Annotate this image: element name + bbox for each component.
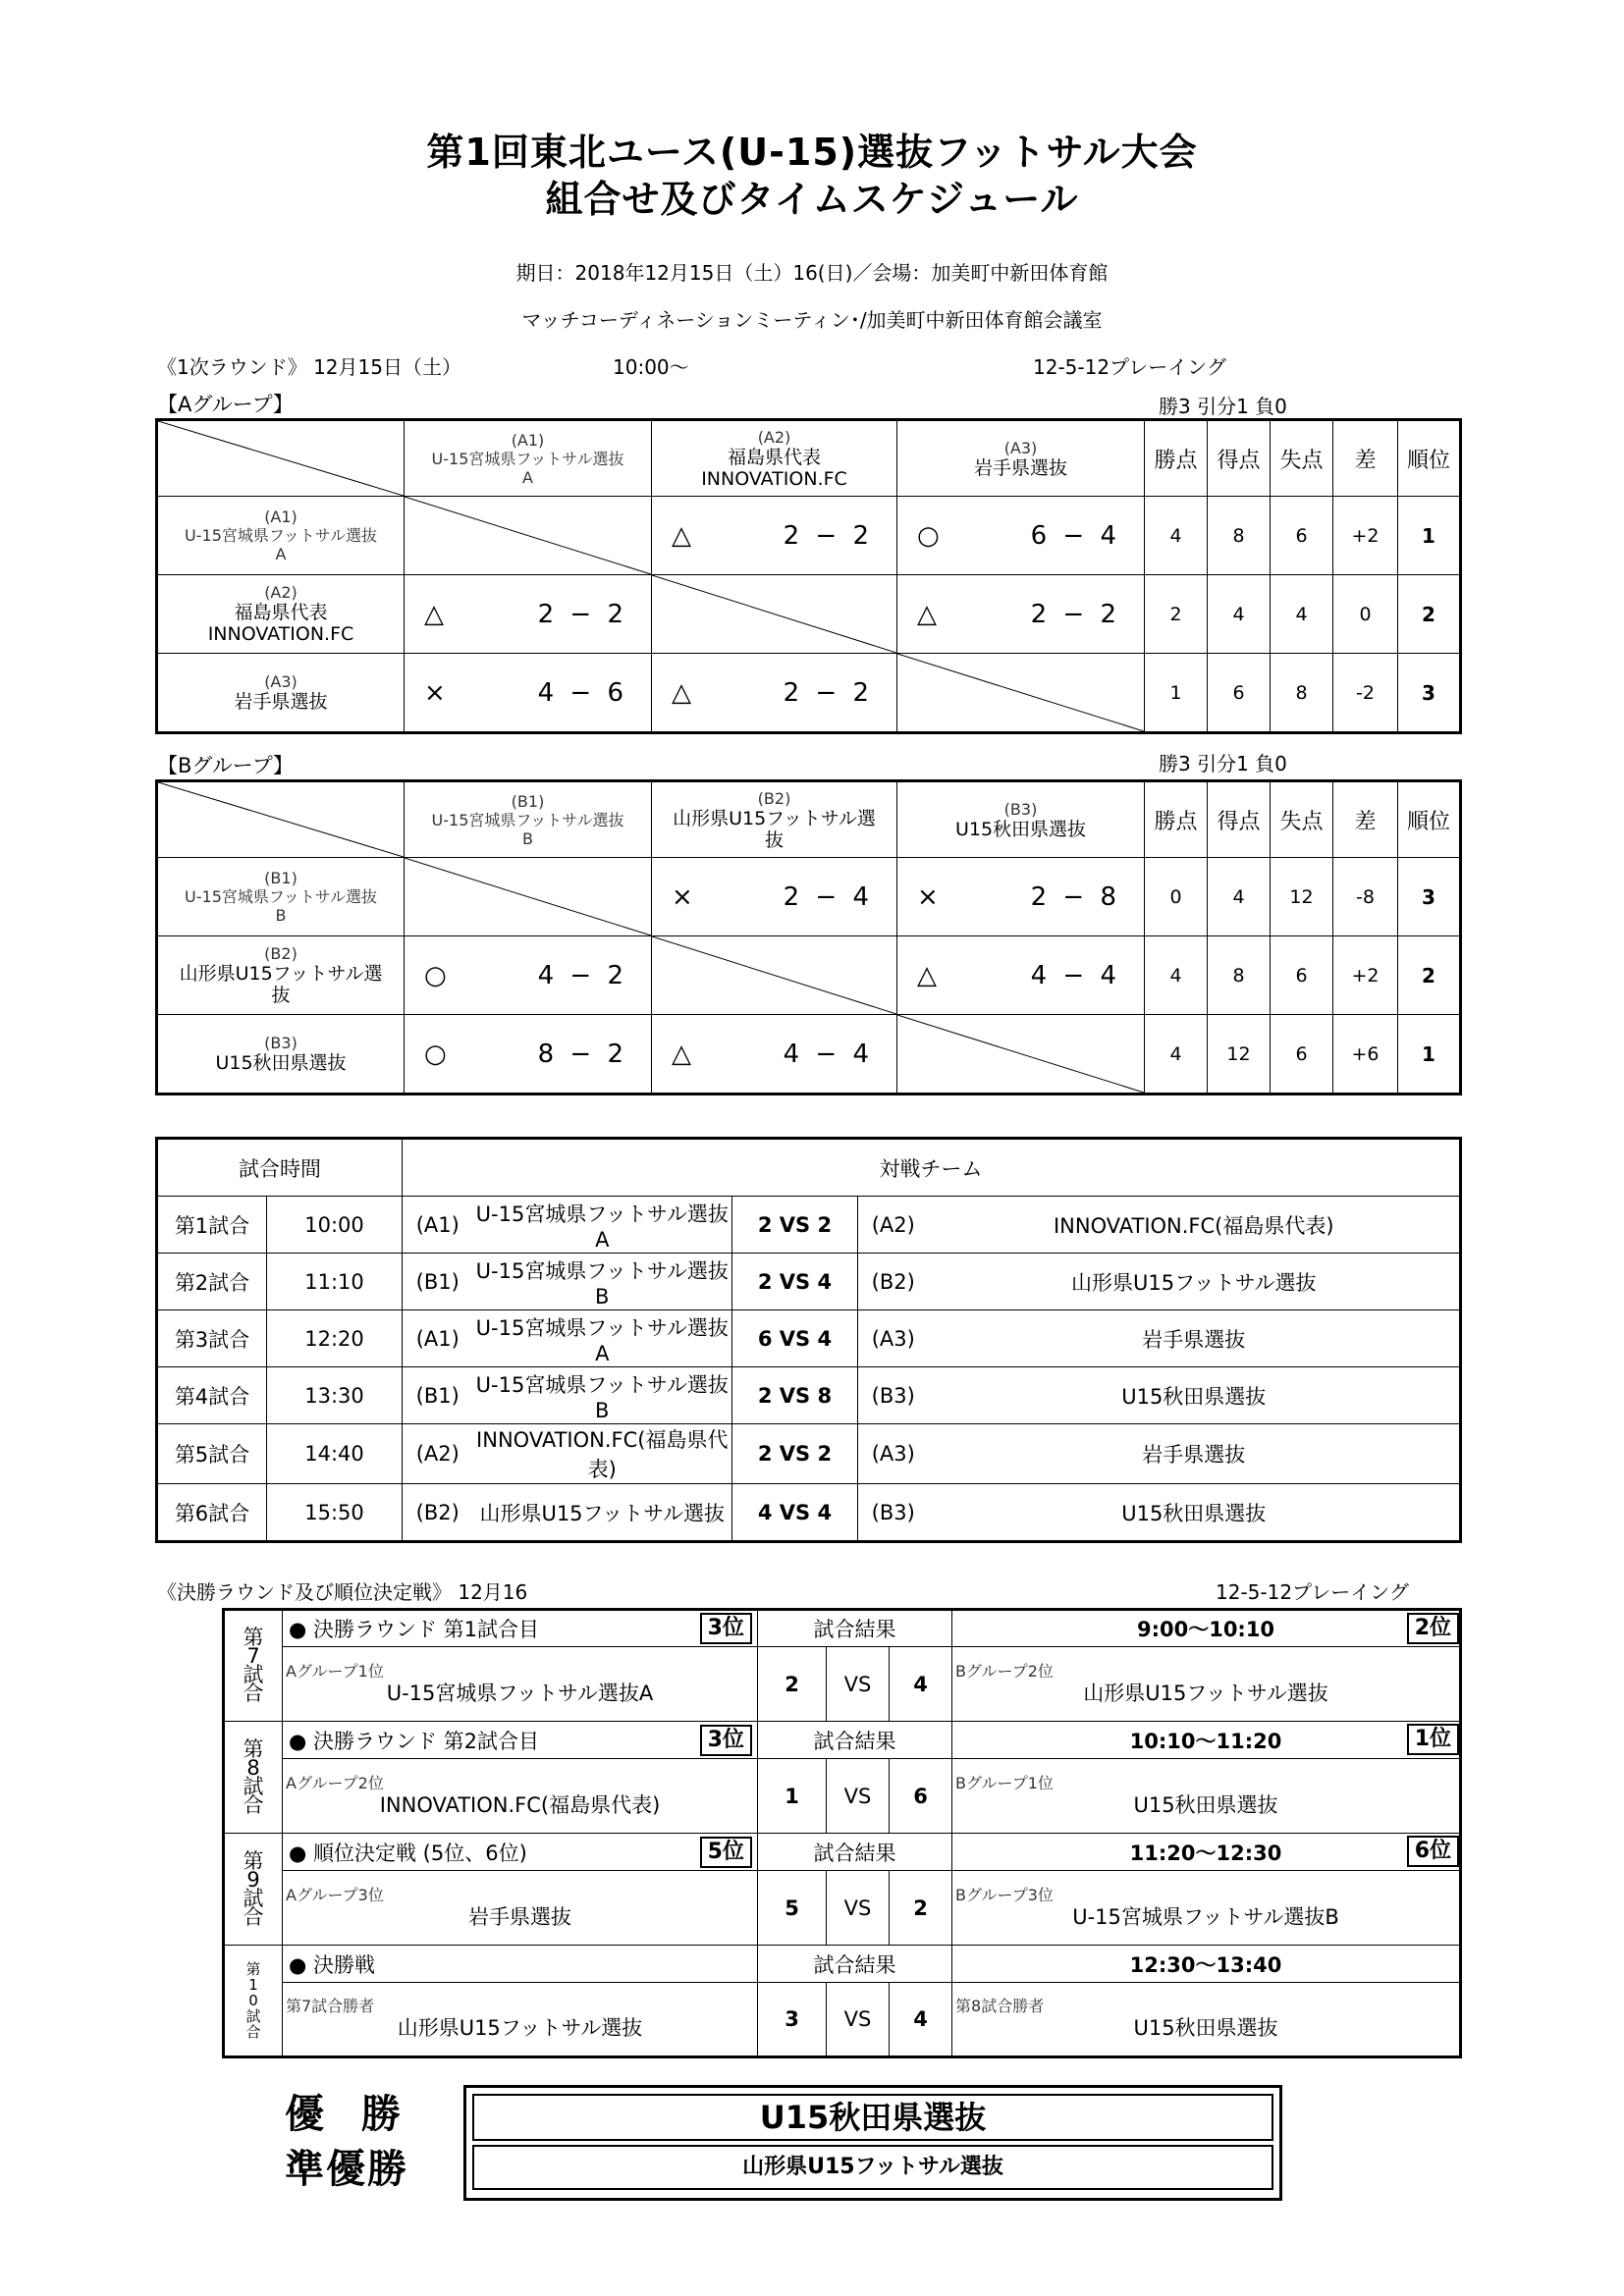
match-result: △ 4 − 4 <box>652 1015 897 1095</box>
team2-code: (A3) <box>858 1424 929 1484</box>
team2-name: U15秋田県選抜 <box>929 1484 1461 1542</box>
match-score: 2 VS 2 <box>732 1424 858 1484</box>
left-score: 5 <box>758 1871 827 1946</box>
group-b-row-head: (B3) U15秋田県選抜 <box>157 1015 405 1095</box>
group-a-row-head: (A3) 岩手県選抜 <box>157 654 405 733</box>
team1-name: U-15宮城県フットサル選抜A <box>473 1197 732 1254</box>
gf-cell: 8 <box>1208 497 1271 575</box>
meeting-venue: マッチコーディネーションミーティン･/加美町中新田体育館会議室 <box>521 308 1103 332</box>
ga-cell: 6 <box>1271 936 1333 1015</box>
match-result: × 2 − 4 <box>652 858 897 936</box>
team2-name: 岩手県選抜 <box>929 1424 1461 1484</box>
left-position-badge: 3位 <box>695 1610 758 1647</box>
group-a-col-head: (A1) U-15宮城県フットサル選抜 A <box>405 420 652 497</box>
match-time: 12:30〜13:40 <box>952 1946 1461 1983</box>
diff-header: 差 <box>1333 420 1398 497</box>
final-round-label: 《決勝ラウンド及び順位決定戦》 12月16 <box>157 1580 528 1604</box>
match-no: 第5試合 <box>157 1424 267 1484</box>
schedule-time-header: 試合時間 <box>157 1139 403 1197</box>
vs-label: VS <box>827 1871 890 1946</box>
gf-cell: 4 <box>1208 858 1271 936</box>
match-time: 14:40 <box>267 1424 403 1484</box>
left-team-cell: 第7試合勝者 山形県U15フットサル選抜 <box>283 1983 758 2057</box>
round1-format: 12-5-12プレーイング <box>1033 355 1226 379</box>
round1-time: 10:00〜 <box>613 355 689 379</box>
team1-code: (A2) <box>403 1424 473 1484</box>
match-no: 第3試合 <box>157 1310 267 1367</box>
pts-cell: 4 <box>1145 497 1208 575</box>
team1-code: (A1) <box>403 1310 473 1367</box>
team1-code: (B2) <box>403 1484 473 1542</box>
diff-cell: +2 <box>1333 936 1398 1015</box>
left-score: 3 <box>758 1983 827 2057</box>
gf-header: 得点 <box>1208 420 1271 497</box>
final-round-table <box>222 1608 1462 2058</box>
team1-name: 山形県U15フットサル選抜 <box>473 1484 732 1542</box>
match-score: 2 VS 2 <box>732 1197 858 1254</box>
gf-cell: 12 <box>1208 1015 1271 1095</box>
match-score: 2 VS 4 <box>732 1254 858 1310</box>
group-a-col-head: (A2) 福島県代表 INNOVATION.FC <box>652 420 897 497</box>
match-no-vertical: 第 9 試 合 <box>224 1834 283 1946</box>
team1-code: (B1) <box>403 1367 473 1424</box>
match-no: 第4試合 <box>157 1367 267 1424</box>
group-b-points-rule: 勝3 引分1 負0 <box>1159 752 1287 775</box>
group-b-col-head: (B2) 山形県U15フットサル選 抜 <box>652 781 897 858</box>
schedule-row <box>157 1197 1461 1254</box>
team1-name: INNOVATION.FC(福島県代表) <box>473 1424 732 1484</box>
match-no: 第2試合 <box>157 1254 267 1310</box>
match-no: 第6試合 <box>157 1484 267 1542</box>
self-cell <box>652 575 897 654</box>
match-result: × 4 − 6 <box>405 654 652 733</box>
schedule-row <box>157 1424 1461 1484</box>
group-b-row-head: (B2) 山形県U15フットサル選 抜 <box>157 936 405 1015</box>
match-result: △ 2 − 2 <box>652 654 897 733</box>
diff-cell: -2 <box>1333 654 1398 733</box>
vs-label: VS <box>827 1759 890 1834</box>
schedule-row <box>157 1310 1461 1367</box>
match-time: 13:30 <box>267 1367 403 1424</box>
schedule-table <box>155 1137 1462 1543</box>
match-title: ● 決勝ラウンド 第2試合目 <box>283 1722 695 1759</box>
match-title: ● 順位決定戦 (5位、6位) <box>283 1834 695 1871</box>
result-label: 試合結果 <box>758 1610 952 1647</box>
left-position-badge: 5位 <box>695 1834 758 1871</box>
right-score: 6 <box>890 1759 952 1834</box>
left-score: 2 <box>758 1647 827 1722</box>
team1-name: U-15宮城県フットサル選抜A <box>473 1310 732 1367</box>
match-result: ○ 8 − 2 <box>405 1015 652 1095</box>
rank-cell: 1 <box>1398 1015 1461 1095</box>
self-cell <box>405 497 652 575</box>
page-subtitle: 組合せ及びタイムスケジュール <box>545 178 1079 221</box>
ga-cell: 6 <box>1271 497 1333 575</box>
self-cell <box>897 1015 1145 1095</box>
match-time: 11:10 <box>267 1254 403 1310</box>
ga-cell: 12 <box>1271 858 1333 936</box>
right-score: 4 <box>890 1983 952 2057</box>
left-score: 1 <box>758 1759 827 1834</box>
gf-cell: 6 <box>1208 654 1271 733</box>
match-result: △ 2 − 2 <box>405 575 652 654</box>
pts-cell: 0 <box>1145 858 1208 936</box>
group-b-col-head: (B1) U-15宮城県フットサル選抜 B <box>405 781 652 858</box>
group-a-col-head: (A3) 岩手県選抜 <box>897 420 1145 497</box>
diff-cell: -8 <box>1333 858 1398 936</box>
rank-cell: 2 <box>1398 575 1461 654</box>
right-team-cell: 第8試合勝者 U15秋田県選抜 <box>952 1983 1461 2057</box>
rank-cell: 3 <box>1398 654 1461 733</box>
group-a-corner <box>157 420 405 497</box>
group-b-label: 【Bグループ】 <box>157 754 294 777</box>
left-team-cell: Aグループ3位 岩手県選抜 <box>283 1871 758 1946</box>
team2-code: (A2) <box>858 1197 929 1254</box>
diff-header: 差 <box>1333 781 1398 858</box>
team2-name: INNOVATION.FC(福島県代表) <box>929 1197 1461 1254</box>
ga-cell: 4 <box>1271 575 1333 654</box>
vs-label: VS <box>827 1983 890 2057</box>
team2-code: (A3) <box>858 1310 929 1367</box>
ga-cell: 8 <box>1271 654 1333 733</box>
pts-cell: 1 <box>1145 654 1208 733</box>
team1-name: U-15宮城県フットサル選抜B <box>473 1367 732 1424</box>
diff-cell: +2 <box>1333 497 1398 575</box>
left-team-cell: Aグループ1位 U-15宮城県フットサル選抜A <box>283 1647 758 1722</box>
group-a-row-head: (A2) 福島県代表 INNOVATION.FC <box>157 575 405 654</box>
match-result: × 2 − 8 <box>897 858 1145 936</box>
gf-header: 得点 <box>1208 781 1271 858</box>
team2-name: 岩手県選抜 <box>929 1310 1461 1367</box>
right-team-cell: Bグループ3位 U-15宮城県フットサル選抜B <box>952 1871 1461 1946</box>
match-time: 10:10〜11:20 1位 <box>952 1722 1461 1759</box>
pts-cell: 4 <box>1145 936 1208 1015</box>
match-result: ○ 4 − 2 <box>405 936 652 1015</box>
team2-code: (B3) <box>858 1484 929 1542</box>
match-time: 11:20〜12:30 6位 <box>952 1834 1461 1871</box>
result-label: 試合結果 <box>758 1834 952 1871</box>
group-a-points-rule: 勝3 引分1 負0 <box>1159 395 1287 418</box>
champion-label: 優 勝 <box>285 2092 412 2137</box>
match-time: 9:00〜10:10 2位 <box>952 1610 1461 1647</box>
group-b-col-head: (B3) U15秋田県選抜 <box>897 781 1145 858</box>
vs-label: VS <box>827 1647 890 1722</box>
self-cell <box>897 654 1145 733</box>
diff-cell: 0 <box>1333 575 1398 654</box>
right-position-badge: 6位 <box>1407 1836 1459 1867</box>
rank-cell: 2 <box>1398 936 1461 1015</box>
group-a-label: 【Aグループ】 <box>157 393 294 416</box>
right-team-cell: Bグループ2位 山形県U15フットサル選抜 <box>952 1647 1461 1722</box>
team2-name: 山形県U15フットサル選抜 <box>929 1254 1461 1310</box>
self-cell <box>405 858 652 936</box>
pts-cell: 2 <box>1145 575 1208 654</box>
match-no-vertical: 第 1 0 試 合 <box>224 1946 283 2057</box>
schedule-row <box>157 1367 1461 1424</box>
team1-name: U-15宮城県フットサル選抜B <box>473 1254 732 1310</box>
round1-label: 《1次ラウンド》 12月15日（土） <box>157 355 461 379</box>
right-score: 2 <box>890 1871 952 1946</box>
group-a-row-head: (A1) U-15宮城県フットサル選抜 A <box>157 497 405 575</box>
runner-up-label: 準優勝 <box>285 2147 408 2192</box>
champion-team: U15秋田県選抜 <box>472 2094 1273 2141</box>
match-score: 6 VS 4 <box>732 1310 858 1367</box>
match-result: △ 4 − 4 <box>897 936 1145 1015</box>
rank-cell: 3 <box>1398 858 1461 936</box>
self-cell <box>652 936 897 1015</box>
match-time: 10:00 <box>267 1197 403 1254</box>
left-team-cell: Aグループ2位 INNOVATION.FC(福島県代表) <box>283 1759 758 1834</box>
match-time: 12:20 <box>267 1310 403 1367</box>
schedule-row <box>157 1484 1461 1542</box>
ga-cell: 6 <box>1271 1015 1333 1095</box>
match-score: 4 VS 4 <box>732 1484 858 1542</box>
right-position-badge: 2位 <box>1407 1613 1459 1644</box>
right-team-cell: Bグループ1位 U15秋田県選抜 <box>952 1759 1461 1834</box>
pts-header: 勝点 <box>1145 781 1208 858</box>
left-position-badge: 3位 <box>695 1722 758 1759</box>
match-no: 第1試合 <box>157 1197 267 1254</box>
group-b-table <box>155 779 1462 1095</box>
result-label: 試合結果 <box>758 1722 952 1759</box>
match-no-vertical: 第 8 試 合 <box>224 1722 283 1834</box>
team1-code: (B1) <box>403 1254 473 1310</box>
match-result: △ 2 − 2 <box>897 575 1145 654</box>
match-result: △ 2 − 2 <box>652 497 897 575</box>
schedule-match-header: 対戦チーム <box>403 1139 1461 1197</box>
match-score: 2 VS 8 <box>732 1367 858 1424</box>
match-title: ● 決勝戦 <box>283 1946 758 1983</box>
schedule-row <box>157 1254 1461 1310</box>
runner-up-team: 山形県U15フットサル選抜 <box>472 2145 1273 2190</box>
rank-header: 順位 <box>1398 420 1461 497</box>
match-time: 15:50 <box>267 1484 403 1542</box>
page-title: 第1回東北ユース(U-15)選抜フットサル大会 <box>426 131 1198 174</box>
group-b-row-head: (B1) U-15宮城県フットサル選抜 B <box>157 858 405 936</box>
team2-code: (B2) <box>858 1254 929 1310</box>
match-result: ○ 6 − 4 <box>897 497 1145 575</box>
team1-code: (A1) <box>403 1197 473 1254</box>
rank-cell: 1 <box>1398 497 1461 575</box>
team2-code: (B3) <box>858 1367 929 1424</box>
result-label: 試合結果 <box>758 1946 952 1983</box>
team2-name: U15秋田県選抜 <box>929 1367 1461 1424</box>
date-venue: 期日：2018年12月15日（土）16(日)／会場：加美町中新田体育館 <box>515 261 1109 285</box>
match-title: ● 決勝ラウンド 第1試合目 <box>283 1610 695 1647</box>
final-round-format: 12-5-12プレーイング <box>1216 1580 1409 1604</box>
right-score: 4 <box>890 1647 952 1722</box>
rank-header: 順位 <box>1398 781 1461 858</box>
right-position-badge: 1位 <box>1407 1724 1459 1755</box>
group-a-table <box>155 418 1462 734</box>
group-b-corner <box>157 781 405 858</box>
champions-box <box>463 2085 1282 2201</box>
pts-header: 勝点 <box>1145 420 1208 497</box>
gf-cell: 8 <box>1208 936 1271 1015</box>
pts-cell: 4 <box>1145 1015 1208 1095</box>
gf-cell: 4 <box>1208 575 1271 654</box>
match-no-vertical: 第 7 試 合 <box>224 1610 283 1722</box>
diff-cell: +6 <box>1333 1015 1398 1095</box>
ga-header: 失点 <box>1271 420 1333 497</box>
ga-header: 失点 <box>1271 781 1333 858</box>
